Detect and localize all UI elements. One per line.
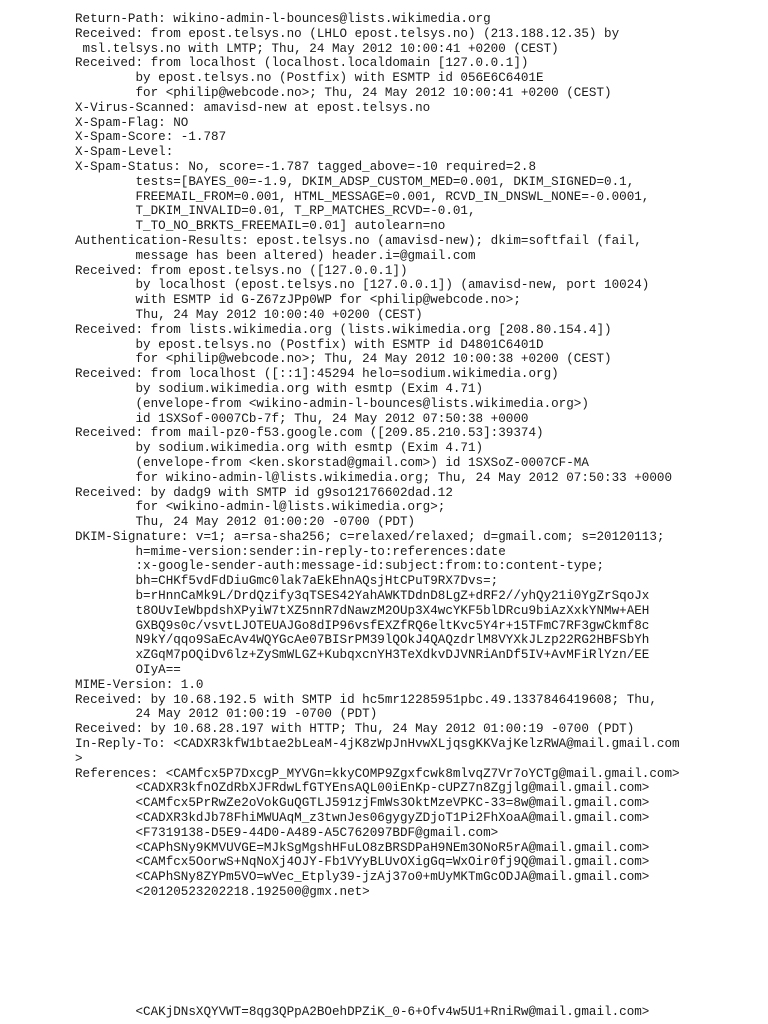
header-line: In-Reply-To: <CADXR3kfW1btae2bLeaM-4jK8zWpJnHvwXLjqsgKKVajKelzRWA@mail.gmail.com: [75, 737, 680, 752]
header-line: Received: from localhost (localhost.localdomain [127.0.0.1]): [75, 56, 529, 71]
header-line: by localhost (epost.telsys.no [127.0.0.1]) (amavisd-new, port 10024): [75, 278, 650, 293]
header-line: t8OUvIeWbpdshXPyiW7tXZ5nnR7dNawzM2OUp3X4wcYKF5blDRcu9biAzXxkYNMw+AEH: [75, 603, 650, 618]
header-line: References: <CAMfcx5P7DxcgP_MYVGn=kkyCOMP9Zgxfcwk8mlvqZ7Vr7oYCTg@mail.gmail.com>: [75, 766, 680, 781]
header-line: msl.telsys.no with LMTP; Thu, 24 May 2012 10:00:41 +0200 (CEST): [75, 41, 559, 56]
header-line: OIyA==: [75, 663, 181, 678]
header-line: Received: by 10.68.192.5 with SMTP id hc5mr12285951pbc.49.1337846419608; Thu,: [75, 692, 657, 707]
header-line: <CAMfcx5PrRwZe2oVokGuQGTLJ591zjFmWs3OktMzeVPKC-33=8w@mail.gmail.com>: [75, 796, 650, 811]
header-line: tests=[BAYES_00=-1.9, DKIM_ADSP_CUSTOM_MED=0.001, DKIM_SIGNED=0.1,: [75, 174, 635, 189]
header-line: xZGqM7pOQiDv6lz+ZySmWLGZ+KubqxcnYH3TeXdkvDJVNRiAnDf5IV+AvMFiRlYzn/EE: [75, 648, 650, 663]
email-headers: [75, 12, 755, 900]
header-line: Authentication-Results: epost.telsys.no (amavisd-new); dkim=softfail (fail,: [75, 233, 642, 248]
header-line: by sodium.wikimedia.org with esmtp (Exim 4.71): [75, 441, 484, 456]
header-line: MIME-Version: 1.0: [75, 677, 204, 692]
header-line: X-Spam-Status: No, score=-1.787 tagged_above=-10 required=2.8: [75, 159, 537, 174]
header-line: T_TO_NO_BRKTS_FREEMAIL=0.01] autolearn=no: [75, 219, 446, 234]
header-line: GXBQ9s0c/vsvtLJOTEUAJGo8dIP96vsfEXZfRQ6eltKvc5Y4r+15TFmC7RF3gwCkmf8c: [75, 618, 650, 633]
header-line: <CADXR3kfnOZdRbXJFRdwLfGTYEnsAQL00iEnKp-cUPZ7n8Zgjlg@mail.gmail.com>: [75, 781, 650, 796]
header-line: (envelope-from <wikino-admin-l-bounces@lists.wikimedia.org>): [75, 396, 589, 411]
header-line: by epost.telsys.no (Postfix) with ESMTP id D4801C6401D: [75, 337, 544, 352]
header-line: b=rHnnCaMk9L/DrdQzify3qTSES42YahAWKTDdnD8LgZ+dRF2//yhQy21i0YgZrSqoJx: [75, 589, 650, 604]
header-line: Received: from localhost ([::1]:45294 helo=sodium.wikimedia.org): [75, 367, 559, 382]
header-line: Return-Path: wikino-admin-l-bounces@lists.wikimedia.org: [75, 12, 491, 26]
header-line: (envelope-from <ken.skorstad@gmail.com>) id 1SXSoZ-0007CF-MA: [75, 455, 589, 470]
header-line: Received: from lists.wikimedia.org (lists.wikimedia.org [208.80.154.4]): [75, 322, 612, 337]
header-line: DKIM-Signature: v=1; a=rsa-sha256; c=relaxed/relaxed; d=gmail.com; s=20120113;: [75, 529, 665, 544]
header-line: Received: by 10.68.28.197 with HTTP; Thu, 24 May 2012 01:00:19 -0700 (PDT): [75, 722, 635, 737]
header-line: by sodium.wikimedia.org with esmtp (Exim 4.71): [75, 381, 484, 396]
header-line: X-Virus-Scanned: amavisd-new at epost.telsys.no: [75, 100, 431, 115]
header-line: <CAPhSNy9KMVUVGE=MJkSgMgshHFuLO8zBRSDPaH9NEm3ONoR5rA@mail.gmail.com>: [75, 840, 650, 855]
header-line: for <philip@webcode.no>; Thu, 24 May 2012 10:00:38 +0200 (CEST): [75, 352, 612, 367]
header-line: X-Spam-Score: -1.787: [75, 130, 227, 145]
header-line: Thu, 24 May 2012 10:00:40 +0200 (CEST): [75, 307, 423, 322]
header-line: Thu, 24 May 2012 01:00:20 -0700 (PDT): [75, 515, 416, 530]
header-line: for wikino-admin-l@lists.wikimedia.org; Thu, 24 May 2012 07:50:33 +0000: [75, 470, 673, 485]
header-line: <CADXR3kdJb78FhiMWUAqM_z3twnJes06gygyZDjoT1Pi2FhXoaA@mail.gmail.com>: [75, 811, 650, 826]
header-line: X-Spam-Flag: NO: [75, 115, 189, 130]
header-line: FREEMAIL_FROM=0.001, HTML_MESSAGE=0.001, RCVD_IN_DNSWL_NONE=-0.0001,: [75, 189, 650, 204]
header-line: Received: by dadg9 with SMTP id g9so12176602dad.12: [75, 485, 453, 500]
header-line: <CAPhSNy8ZYPm5VO=wVec_Etply39-jzAj37o0+mUyMKTmGcODJA@mail.gmail.com>: [75, 870, 650, 885]
header-line-trailing: <CAKjDNsXQYVWT=8qg3QPpA2BOehDPZiK_0-6+Ofv4w5U1+RniRw@mail.gmail.com>: [75, 1005, 650, 1019]
header-line: 24 May 2012 01:00:19 -0700 (PDT): [75, 707, 378, 722]
header-line: h=mime-version:sender:in-reply-to:references:date: [75, 544, 506, 559]
header-line: for <philip@webcode.no>; Thu, 24 May 2012 10:00:41 +0200 (CEST): [75, 85, 612, 100]
header-line: for <wikino-admin-l@lists.wikimedia.org>;: [75, 500, 446, 515]
header-line: Received: from epost.telsys.no ([127.0.0.1]): [75, 263, 408, 278]
header-line: T_DKIM_INVALID=0.01, T_RP_MATCHES_RCVD=-0.01,: [75, 204, 476, 219]
header-line: by epost.telsys.no (Postfix) with ESMTP id 056E6C6401E: [75, 71, 544, 86]
header-line: message has been altered) header.i=@gmail.com: [75, 248, 476, 263]
header-line: <F7319138-D5E9-44D0-A489-A5C762097BDF@gmail.com>: [75, 825, 499, 840]
header-line: <CAMfcx5OorwS+NqNoXj4OJY-Fb1VYyBLUvOXigGq=WxOir0fj9Q@mail.gmail.com>: [75, 855, 650, 870]
header-line: with ESMTP id G-Z67zJPp0WP for <philip@webcode.no>;: [75, 293, 521, 308]
header-line: X-Spam-Level:: [75, 145, 174, 160]
header-line: :x-google-sender-auth:message-id:subject:from:to:content-type;: [75, 559, 605, 574]
header-line: Received: from epost.telsys.no (LHLO epost.telsys.no) (213.188.12.35) by: [75, 26, 620, 41]
header-line: N9kY/qqo9SaEcAv4WQYGcAe07BISrPM39lQOkJ4QAQzdrlM8VYXkJLzp22RG2HBFSbYh: [75, 633, 650, 648]
header-line: <20120523202218.192500@gmx.net>: [75, 885, 370, 900]
header-line: bh=CHKf5vdFdDiuGmc0lak7aEkEhnAQsjHtCPuT9RX7Dvs=;: [75, 574, 499, 589]
header-line: Received: from mail-pz0-f53.google.com ([209.85.210.53]:39374): [75, 426, 544, 441]
header-line: id 1SXSof-0007Cb-7f; Thu, 24 May 2012 07:50:38 +0000: [75, 411, 529, 426]
header-line: >: [75, 751, 83, 766]
